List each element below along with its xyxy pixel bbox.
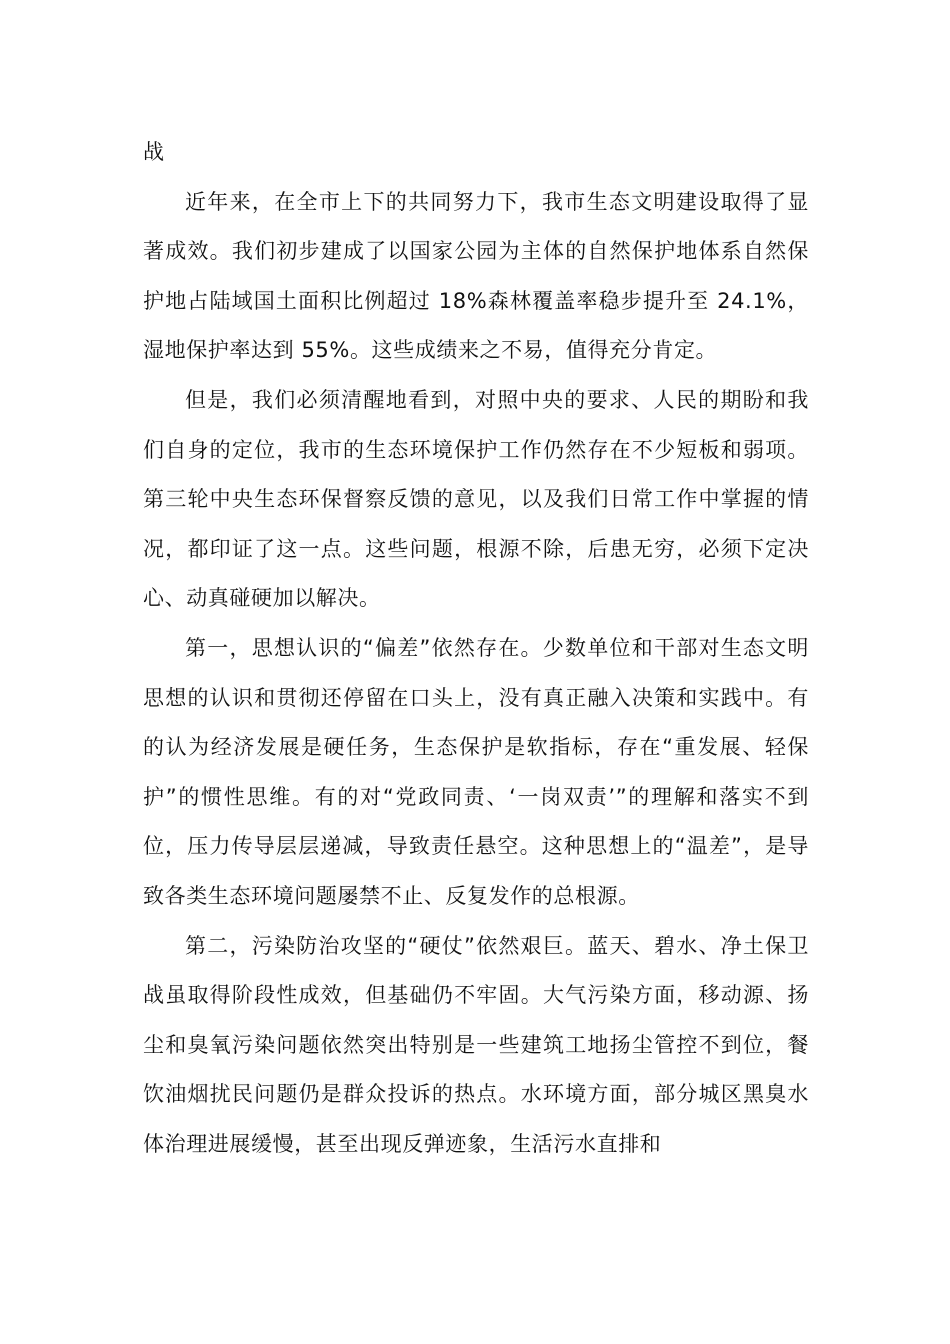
paragraph-point-one: 第一，思想认识的“偏差”依然存在。少数单位和干部对生态文明思想的认识和贯彻还停留在口头上，没有真正融入决策和实践中。有的认为经济发展是硬任务，生态保护是软指标，存在“重发展、轻保护”的惯性思维。有的对“党政同责、‘一岗双责’”的理解和落实不到位，压力传导层层递减，导致责任悬空。这种思想上的“温差”，是导致各类生态环境问题屡禁不止、反复发作的总根源。 [143, 635, 809, 908]
paragraph-shortcomings: 但是，我们必须清醒地看到，对照中央的要求、人民的期盼和我们自身的定位，我市的生态环境保护工作仍然存在不少短板和弱项。第三轮中央生态环保督察反馈的意见，以及我们日常工作中掌握的情况，都印证了这一点。这些问题，根源不除，后患无穷，必须下定决心、动真碰硬加以解决。 [143, 387, 809, 611]
paragraph-point-two: 第二，污染防治攻坚的“硬仗”依然艰巨。蓝天、碧水、净土保卫战虽取得阶段性成效，但基础仍不牢固。大气污染方面，移动源、扬尘和臭氧污染问题依然突出特别是一些建筑工地扬尘管控不到位，餐饮油烟扰民问题仍是群众投诉的热点。水环境方面，部分城区黑臭水体治理进展缓慢，甚至出现反弹迹象，生活污水直排和 [143, 933, 809, 1156]
document-body [143, 128, 809, 1169]
paragraph-achievements: 近年来，在全市上下的共同努力下，我市生态文明建设取得了显著成效。我们初步建成了以国家公园为主体的自然保护地体系自然保护地占陆域国土面积比例超过 18%森林覆盖率稳步提升至 24.1%，湿地保护率达到 55%。这些成绩来之不易，值得充分肯定。 [143, 189, 809, 363]
paragraph-continuation: 战 [143, 140, 165, 164]
